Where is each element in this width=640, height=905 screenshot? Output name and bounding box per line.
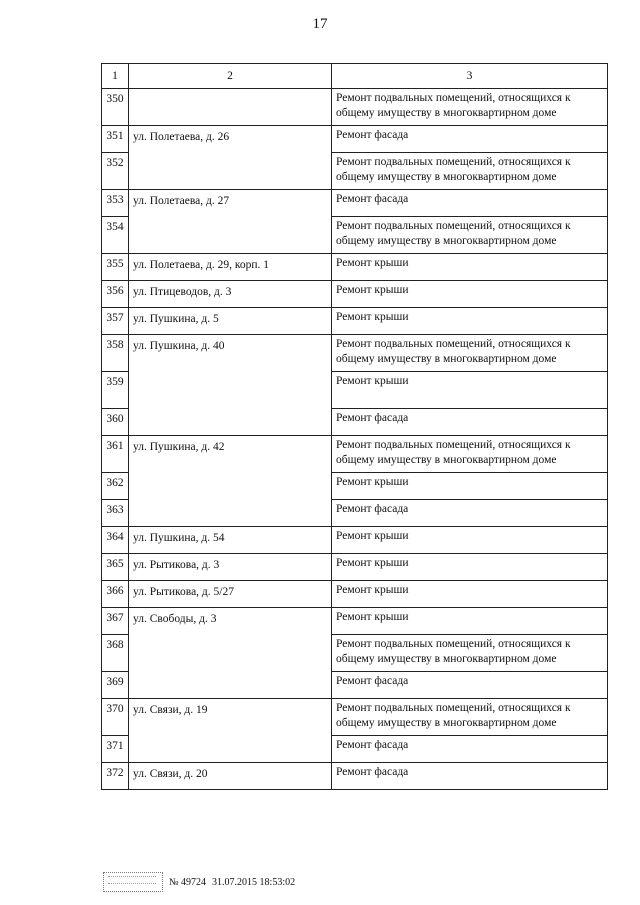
row-work: Ремонт крыши xyxy=(332,372,608,409)
row-address xyxy=(129,89,332,126)
row-number: 363 xyxy=(102,500,129,527)
row-address: ул. Пушкина, д. 40 xyxy=(129,335,332,436)
table-row xyxy=(102,763,608,790)
row-work: Ремонт подвальных помещений, относящихся к общему имуществу в многоквартирном доме xyxy=(332,335,608,372)
row-address: ул. Полетаева, д. 29, корп. 1 xyxy=(129,254,332,281)
row-address: ул. Свободы, д. 3 xyxy=(129,608,332,699)
table-row xyxy=(102,190,608,217)
table-row xyxy=(102,527,608,554)
row-number: 361 xyxy=(102,436,129,473)
row-work: Ремонт крыши xyxy=(332,473,608,500)
table-row xyxy=(102,335,608,372)
row-number: 351 xyxy=(102,126,129,153)
table-row xyxy=(102,436,608,473)
header-col-2: 2 xyxy=(129,64,332,89)
row-number: 360 xyxy=(102,409,129,436)
row-number: 372 xyxy=(102,763,129,790)
row-work: Ремонт подвальных помещений, относящихся к общему имуществу в многоквартирном доме xyxy=(332,89,608,126)
table-row xyxy=(102,254,608,281)
row-number: 350 xyxy=(102,89,129,126)
row-address: ул. Пушкина, д. 54 xyxy=(129,527,332,554)
row-work: Ремонт подвальных помещений, относящихся к общему имуществу в многоквартирном доме xyxy=(332,217,608,254)
row-number: 371 xyxy=(102,736,129,763)
row-address: ул. Полетаева, д. 26 xyxy=(129,126,332,190)
row-work: Ремонт фасада xyxy=(332,672,608,699)
table-row xyxy=(102,581,608,608)
row-number: 364 xyxy=(102,527,129,554)
row-address: ул. Птицеводов, д. 3 xyxy=(129,281,332,308)
table-row xyxy=(102,308,608,335)
header-col-3: 3 xyxy=(332,64,608,89)
row-number: 355 xyxy=(102,254,129,281)
row-address: ул. Полетаева, д. 27 xyxy=(129,190,332,254)
row-work: Ремонт крыши xyxy=(332,608,608,635)
row-work: Ремонт фасада xyxy=(332,126,608,153)
row-number: 358 xyxy=(102,335,129,372)
header-row xyxy=(102,64,608,89)
row-work: Ремонт подвальных помещений, относящихся к общему имуществу в многоквартирном доме xyxy=(332,699,608,736)
row-work: Ремонт фасада xyxy=(332,190,608,217)
row-number: 357 xyxy=(102,308,129,335)
document-number: № 49724 xyxy=(169,876,207,888)
row-work: Ремонт крыши xyxy=(332,581,608,608)
row-number: 359 xyxy=(102,372,129,409)
header-col-1: 1 xyxy=(102,64,129,89)
row-address: ул. Связи, д. 19 xyxy=(129,699,332,763)
row-number: 356 xyxy=(102,281,129,308)
row-work: Ремонт фасада xyxy=(332,409,608,436)
row-address: ул. Пушкина, д. 5 xyxy=(129,308,332,335)
table-row xyxy=(102,281,608,308)
row-work: Ремонт подвальных помещений, относящихся к общему имуществу в многоквартирном доме xyxy=(332,153,608,190)
row-work: Ремонт крыши xyxy=(332,254,608,281)
page-number: 17 xyxy=(312,16,328,32)
table-row xyxy=(102,89,608,126)
row-number: 353 xyxy=(102,190,129,217)
row-work: Ремонт подвальных помещений, относящихся к общему имуществу в многоквартирном доме xyxy=(332,436,608,473)
document-datetime: 31.07.2015 18:53:02 xyxy=(212,876,296,888)
row-number: 362 xyxy=(102,473,129,500)
row-number: 354 xyxy=(102,217,129,254)
row-work: Ремонт фасада xyxy=(332,736,608,763)
row-number: 369 xyxy=(102,672,129,699)
row-address: ул. Рытикова, д. 3 xyxy=(129,554,332,581)
table-row xyxy=(102,608,608,635)
document-footer xyxy=(103,872,295,892)
row-number: 370 xyxy=(102,699,129,736)
registration-stamp xyxy=(103,872,163,892)
row-work: Ремонт крыши xyxy=(332,281,608,308)
row-work: Ремонт фасада xyxy=(332,763,608,790)
table-row xyxy=(102,699,608,736)
row-number: 365 xyxy=(102,554,129,581)
row-address: ул. Пушкина, д. 42 xyxy=(129,436,332,527)
row-number: 366 xyxy=(102,581,129,608)
table-row xyxy=(102,554,608,581)
works-table xyxy=(101,63,608,790)
row-address: ул. Связи, д. 20 xyxy=(129,763,332,790)
row-number: 352 xyxy=(102,153,129,190)
table-row xyxy=(102,126,608,153)
row-address: ул. Рытикова, д. 5/27 xyxy=(129,581,332,608)
row-work: Ремонт крыши xyxy=(332,554,608,581)
row-work: Ремонт крыши xyxy=(332,308,608,335)
row-work: Ремонт фасада xyxy=(332,500,608,527)
row-number: 367 xyxy=(102,608,129,635)
row-number: 368 xyxy=(102,635,129,672)
row-work: Ремонт крыши xyxy=(332,527,608,554)
row-work: Ремонт подвальных помещений, относящихся к общему имуществу в многоквартирном доме xyxy=(332,635,608,672)
